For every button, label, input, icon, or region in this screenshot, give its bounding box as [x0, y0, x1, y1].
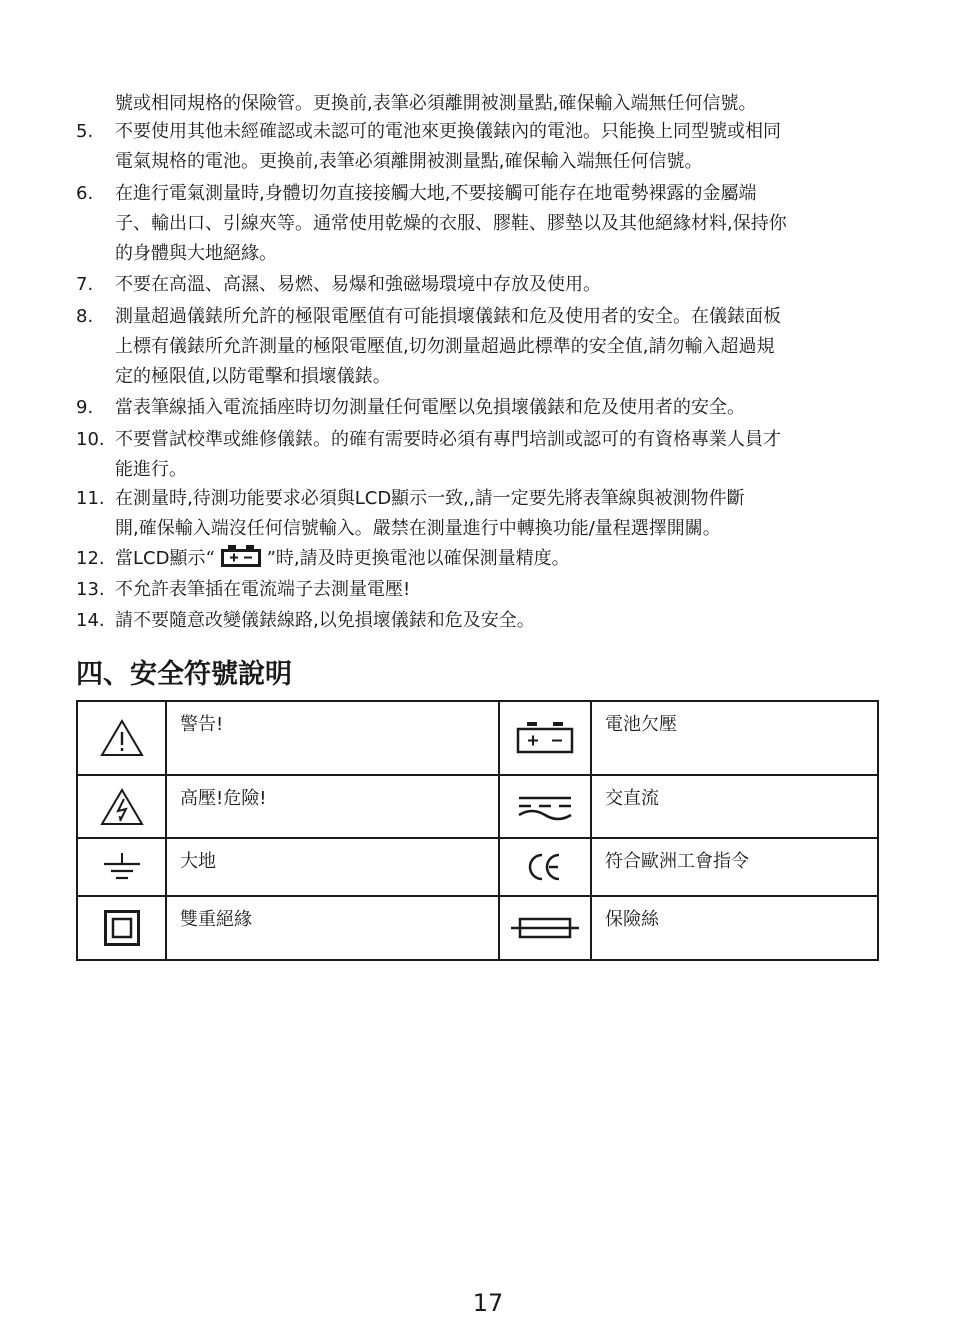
list-item — [76, 302, 876, 393]
symbol-cell — [77, 775, 166, 838]
table-row — [77, 838, 878, 896]
list-item — [76, 606, 876, 637]
list-item — [76, 425, 876, 484]
item-text — [115, 425, 876, 484]
item-line: 不要嘗試校準或維修儀錶。的確有需要時必須有專門培訓或認可的有資格專業人員才 — [115, 429, 781, 450]
table-row — [77, 896, 878, 960]
safety-list — [76, 117, 876, 637]
item-line: 子、輸出口、引線夾等。通常使用乾燥的衣服、膠鞋、膠墊以及其他絕緣材料,保持你 — [115, 213, 787, 234]
warning-icon — [99, 718, 145, 758]
list-item — [76, 575, 876, 606]
symbol-label-ground: 大地 — [166, 838, 499, 896]
symbol-label-warning: 警告! — [166, 701, 499, 775]
list-item — [76, 270, 876, 302]
item-number: 6. — [76, 183, 94, 204]
item-line: 測量超過儀錶所允許的極限電壓值有可能損壞儀錶和危及使用者的安全。在儀錶面板 — [115, 306, 781, 327]
item-text — [115, 270, 876, 302]
high-voltage-icon — [99, 787, 145, 827]
symbol-label-fuse: 保險絲 — [591, 896, 878, 960]
ground-icon — [102, 850, 142, 884]
item-line: 在測量時,待測功能要求必須與LCD顯示一致,,請一定要先將表筆線與被測物件斷 — [115, 488, 745, 509]
list-item — [76, 179, 876, 270]
item-line: 當表筆線插入電流插座時切勿測量任何電壓以免損壞儀錶和危及使用者的安全。 — [115, 397, 745, 418]
fuse-icon — [511, 915, 579, 941]
ce-mark-icon — [525, 851, 565, 883]
section-title: 四、安全符號說明 — [76, 659, 292, 690]
item-text — [115, 544, 876, 575]
symbol-cell — [499, 701, 591, 775]
battery-low-icon — [221, 545, 261, 577]
item-number: 10. — [76, 429, 105, 450]
item-text-post: 時,請及時更換電池以確保測量精度。 — [275, 548, 570, 569]
item-line: 不允許表筆插在電流端子去測量電壓! — [115, 579, 411, 600]
continuation-text: 號或相同規格的保險管。更換前,表筆必須離開被測量點,確保輸入端無任何信號。 — [115, 93, 757, 114]
item-text — [115, 179, 876, 270]
item-text — [115, 117, 876, 179]
item-number: 8. — [76, 306, 94, 327]
battery-low-icon — [516, 721, 574, 755]
item-text — [115, 393, 876, 425]
item-line: 上標有儀錶所允許測量的極限電壓值,切勿測量超過此標準的安全值,請勿輸入超過規 — [115, 336, 775, 357]
symbol-cell — [499, 775, 591, 838]
double-insulation-icon — [103, 909, 141, 947]
symbol-cell — [77, 838, 166, 896]
item-line: 不要在高溫、高濕、易燃、易爆和強磁場環境中存放及使用。 — [115, 274, 601, 295]
item-number: 11. — [76, 488, 105, 509]
list-item — [76, 484, 876, 544]
item-number: 13. — [76, 579, 105, 600]
symbol-label-high-voltage: 高壓!危險! — [166, 775, 499, 838]
list-item — [76, 117, 876, 179]
open-quote: “ — [205, 548, 215, 569]
item-text — [115, 302, 876, 393]
item-line: 在進行電氣測量時,身體切勿直接接觸大地,不要接觸可能存在地電勢裸露的金屬端 — [115, 183, 757, 204]
item-line: 開,確保輸入端沒任何信號輸入。嚴禁在測量進行中轉換功能/量程選擇開關。 — [115, 518, 721, 539]
item-text-pre: 當LCD顯示 — [115, 548, 206, 569]
item-number: 7. — [76, 274, 94, 295]
symbol-label-ce: 符合歐洲工會指令 — [591, 838, 878, 896]
symbol-cell — [499, 896, 591, 960]
table-row — [77, 775, 878, 838]
item-line: 電氣規格的電池。更換前,表筆必須離開被測量點,確保輸入端無任何信號。 — [115, 151, 703, 172]
symbol-label-battery-low: 電池欠壓 — [591, 701, 878, 775]
symbol-cell — [77, 896, 166, 960]
page-number: 17 — [472, 1289, 504, 1317]
list-item — [76, 393, 876, 425]
item-number: 5. — [76, 121, 94, 142]
ac-dc-icon — [516, 792, 574, 822]
symbol-cell — [77, 701, 166, 775]
safety-symbols-table — [76, 700, 879, 961]
item-line: 的身體與大地絕緣。 — [115, 243, 277, 264]
item-line: 能進行。 — [115, 459, 187, 480]
item-line: 不要使用其他未經確認或未認可的電池來更換儀錶內的電池。只能換上同型號或相同 — [115, 121, 781, 142]
table-row — [77, 701, 878, 775]
symbol-label-ac-dc: 交直流 — [591, 775, 878, 838]
item-line: 定的極限值,以防電擊和損壞儀錶。 — [115, 366, 391, 387]
item-text — [115, 484, 876, 544]
close-quote: ” — [266, 548, 276, 569]
item-line: 請不要隨意改變儀錶線路,以免損壞儀錶和危及安全。 — [115, 610, 535, 631]
item-text — [115, 606, 876, 637]
item-number: 12. — [76, 548, 105, 569]
list-item — [76, 544, 876, 575]
item-number: 9. — [76, 397, 94, 418]
symbol-label-double-insulation: 雙重絕緣 — [166, 896, 499, 960]
symbol-cell — [499, 838, 591, 896]
item-text — [115, 575, 876, 606]
item-line — [115, 544, 876, 577]
item-number: 14. — [76, 610, 105, 631]
